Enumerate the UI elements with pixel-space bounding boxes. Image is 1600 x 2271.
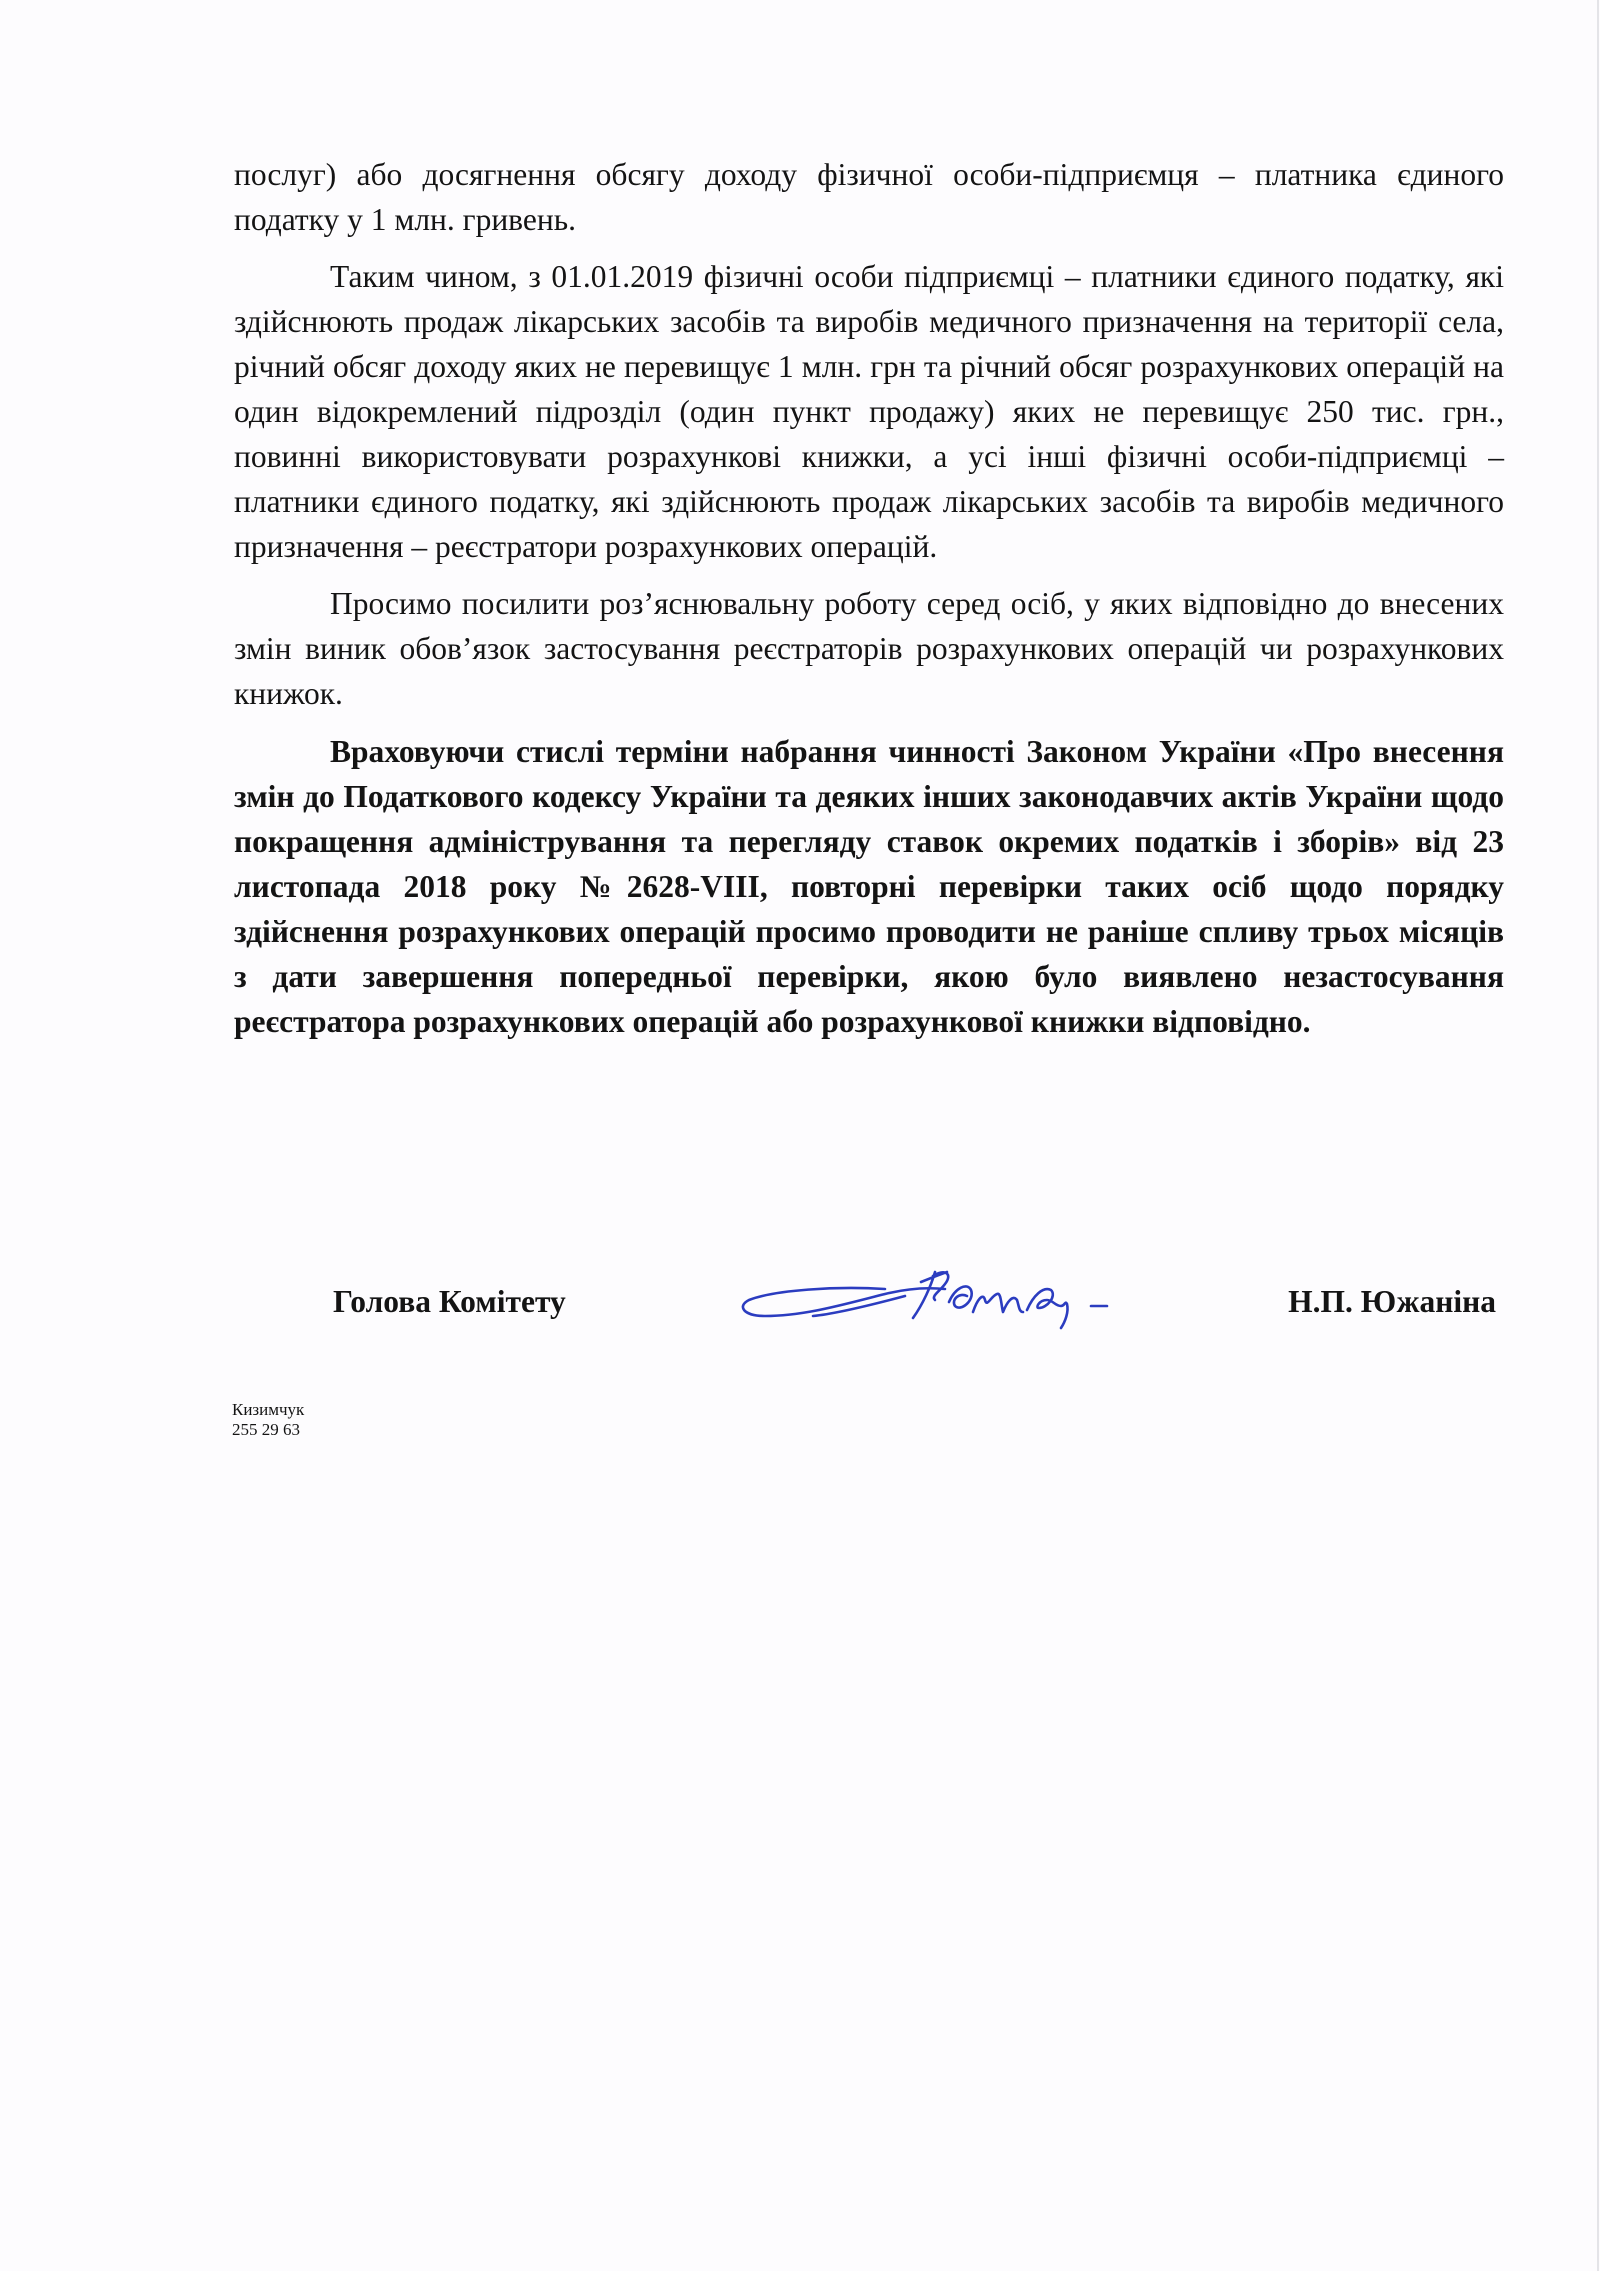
paragraph-continuation: послуг) або досягнення обсягу доходу фізичної особи-підприємця – платника єдиного податку у 1 млн. гривень. — [234, 157, 1504, 237]
page-edge — [1597, 0, 1599, 2271]
signatory-name: Н.П. Южаніна — [1288, 1284, 1496, 1319]
paragraph-conclusion: Таким чином, з 01.01.2019 фізичні особи підприємці – платники єдиного податку, які здійснюють продаж лікарських засобів та виробів медичного призначення на території села, річний обсяг доходу яких не перевищує 1 млн. грн та річний обсяг розрахункових операцій на один відокремлений підрозділ (один пункт продажу) яких не перевищує 250 тис. грн., повинні використовувати розрахункові книжки, а усі інші фізичні особи-підприємці – платники єдиного податку, які здійснюють продаж лікарських засобів та виробів медичного призначення – реєстратори розрахункових операцій. — [234, 259, 1504, 564]
letter-body — [234, 152, 1504, 1044]
signature-block — [0, 1278, 1600, 1338]
signatory-title: Голова Комітету — [333, 1284, 566, 1319]
paragraph-request: Просимо посилити роз’яснювальну роботу серед осіб, у яких відповідно до внесених змін виник обов’язок застосування реєстраторів розрахункових операцій чи розрахункових книжок. — [234, 586, 1504, 711]
paragraph-instruction: Враховуючи стислі терміни набрання чинності Законом України «Про внесення змін до Податкового кодексу України та деяких інших законодавчих актів України щодо покращення адміністрування та перегляду ставок окремих податків і зборів» від 23 листопада 2018 року №2628-VIII, повторні перевірки таких осіб щодо порядку здійснення розрахункових операцій просимо проводити не раніше спливу трьох місяців з дати завершення попередньої перевірки, якою було виявлено незастосування реєстратора розрахункових операцій або розрахункової книжки відповідно. — [234, 734, 1504, 1039]
executor-footnote — [232, 1400, 304, 1440]
handwritten-signature-icon — [735, 1256, 1135, 1336]
executor-phone: 255 29 63 — [232, 1420, 300, 1439]
executor-name: Кизимчук — [232, 1400, 305, 1419]
